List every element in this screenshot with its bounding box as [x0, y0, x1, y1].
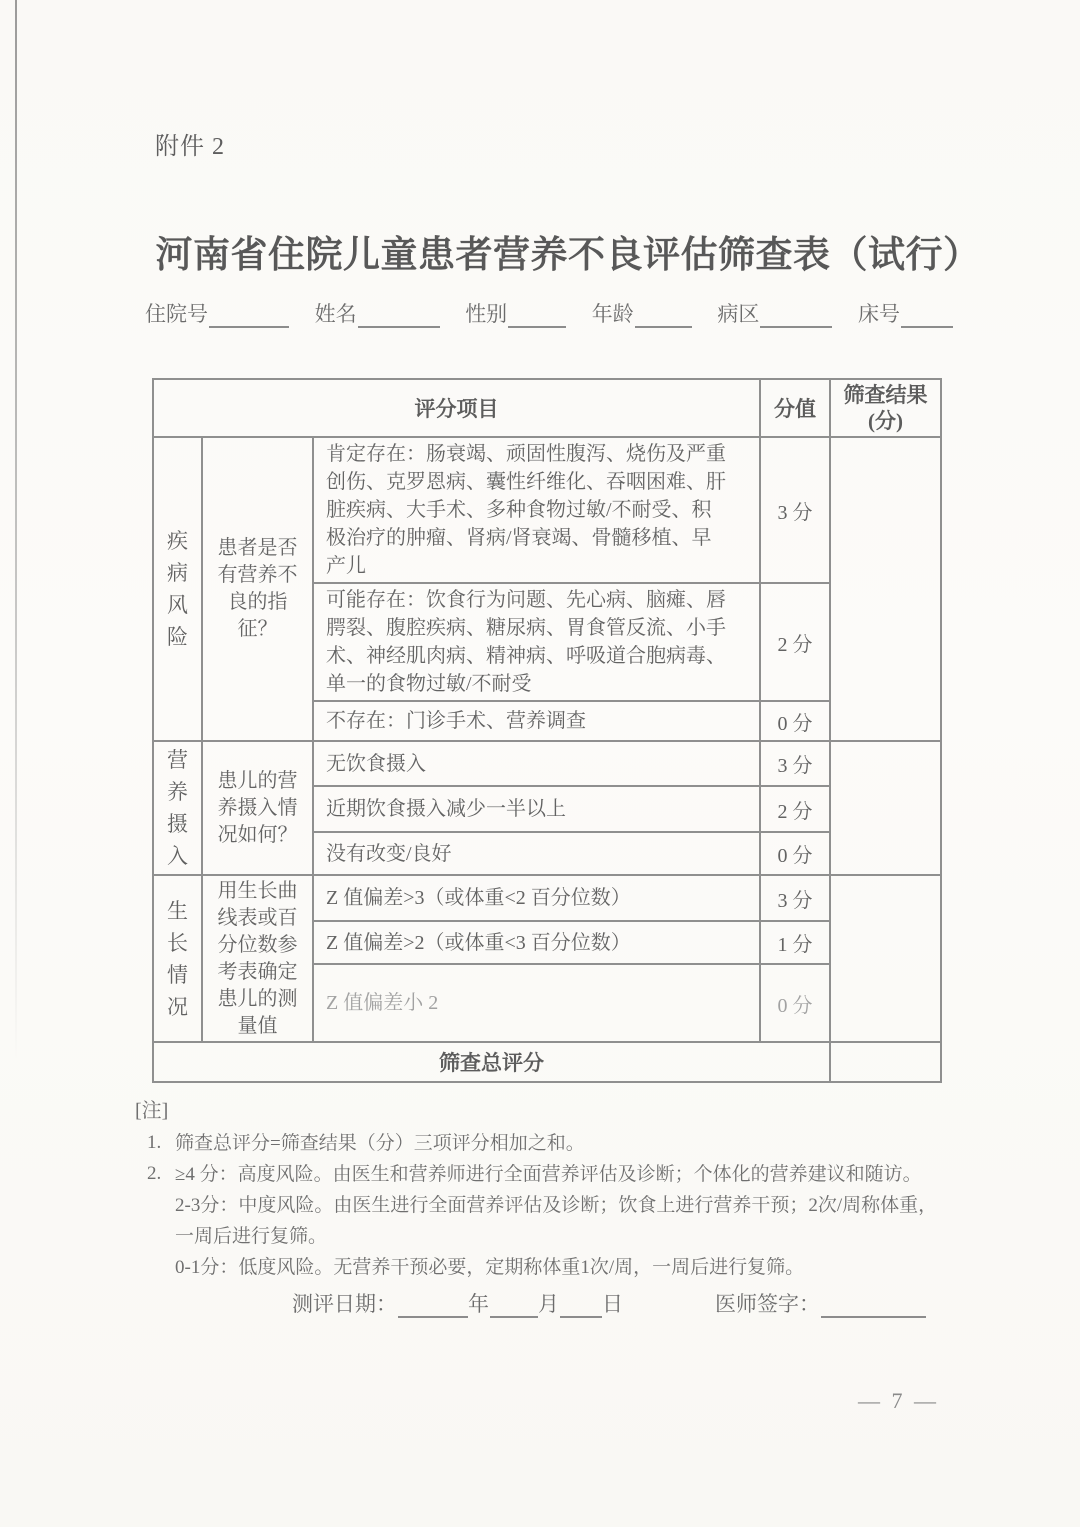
score-value: 0 分 — [760, 701, 830, 741]
total-score-row — [153, 1042, 941, 1082]
page-title: 河南省住院儿童患者营养不良评估筛查表（试行） — [155, 235, 981, 276]
question-nutrition-intake: 患儿的营养摄入情况如何？ — [202, 741, 313, 875]
score-value: 1 分 — [760, 921, 830, 964]
field-label: 床号 — [857, 302, 900, 326]
field-label: 性别 — [465, 302, 508, 326]
result-cell-total — [830, 1042, 941, 1082]
score-value: 2 分 — [760, 786, 830, 832]
note-number: 1. — [147, 1132, 162, 1153]
category-growth-status: 生长情况 — [153, 875, 202, 1042]
fill-in-blank — [358, 306, 440, 328]
note-text-medium-risk-cont: 一周后进行复筛。 — [175, 1226, 328, 1247]
attachment-label: 附件 2 — [155, 134, 225, 160]
field-label: 住院号 — [145, 302, 208, 326]
score-value: 0 分 — [760, 964, 830, 1042]
score-value: 3 分 — [760, 875, 830, 921]
table-header-row — [153, 379, 941, 437]
field-age — [592, 298, 692, 328]
header-scoring-items: 评分项目 — [153, 379, 760, 437]
screening-table — [152, 378, 942, 1083]
criteria-not-present: 不存在：门诊手术、营养调查 — [313, 701, 760, 741]
fill-in-blank — [635, 306, 692, 328]
fill-in-blank-year — [398, 1294, 468, 1318]
assessment-date-label: 测评日期： — [292, 1292, 397, 1316]
fill-in-blank — [209, 306, 289, 328]
score-value: 0 分 — [760, 832, 830, 875]
fill-in-blank — [901, 306, 953, 328]
field-gender — [465, 298, 566, 328]
physician-signature-label: 医师签字： — [715, 1292, 820, 1316]
question-disease-risk: 患者是否有营养不良的指征？ — [202, 437, 313, 741]
note-text-high-risk: ≥4 分：高度风险。由医生和营养师进行全面营养评估及诊断；个体化的营养建议和随访。 — [175, 1164, 922, 1185]
note-number: 2. — [147, 1163, 162, 1184]
total-score-label: 筛查总评分 — [153, 1042, 830, 1082]
result-cell-disease-risk — [830, 437, 941, 741]
fill-in-blank — [508, 306, 566, 328]
score-value: 3 分 — [760, 741, 830, 786]
note-text-medium-risk: 2-3分：中度风险。由医生进行全面营养评估及诊断；饮食上进行营养干预；2次/周称体重， — [175, 1195, 938, 1216]
footer-signoff — [292, 1288, 926, 1318]
field-bed-number — [858, 298, 953, 328]
category-nutrition-intake: 营养摄入 — [153, 741, 202, 875]
criteria-no-intake: 无饮食摄入 — [313, 741, 760, 786]
note-text: 筛查总评分=筛查结果（分）三项评分相加之和。 — [175, 1133, 585, 1154]
fill-in-blank-month — [490, 1294, 538, 1318]
scan-edge-artifact — [15, 0, 17, 1060]
field-name — [315, 298, 440, 328]
patient-info-fields — [145, 298, 953, 328]
result-cell-nutrition-intake — [830, 741, 941, 875]
field-admission-number — [145, 298, 289, 328]
year-label: 年 — [468, 1292, 489, 1316]
criteria-z-deviation-small: Z 值偏差小 2 — [313, 964, 760, 1042]
criteria-z-deviation-2: Z 值偏差>2（或体重<3 百分位数） — [313, 921, 760, 964]
month-label: 月 — [538, 1292, 559, 1316]
table-row — [153, 741, 941, 786]
field-label: 病区 — [717, 302, 760, 326]
criteria-definitely-present: 肯定存在：肠衰竭、顽固性腹泻、烧伤及严重创伤、克罗恩病、囊性纤维化、吞咽困难、肝脏疾病、大手术、多种食物过敏/不耐受、积极治疗的肿瘤、肾病/肾衰竭、骨髓移植、早产儿 — [313, 437, 760, 583]
header-screening-result-line2: (分) — [868, 409, 904, 433]
notes-section — [135, 1096, 975, 1283]
question-growth-status: 用生长曲线表或百分位数参考表确定患儿的测量值 — [202, 875, 313, 1042]
result-cell-growth-status — [830, 875, 941, 1042]
header-screening-result-line1: 筛查结果 — [843, 383, 928, 407]
note-item-1 — [135, 1128, 975, 1159]
day-label: 日 — [602, 1292, 623, 1316]
score-value: 2 分 — [760, 583, 830, 701]
physician-signature-group — [715, 1288, 926, 1318]
header-screening-result — [830, 379, 941, 437]
table-row — [153, 875, 941, 921]
score-value: 3 分 — [760, 437, 830, 583]
note-item-2 — [135, 1159, 975, 1283]
note-text-low-risk: 0-1分：低度风险。无营养干预必要，定期称体重1次/周，一周后进行复筛。 — [175, 1257, 805, 1278]
fill-in-blank — [760, 306, 832, 328]
page-number: — 7 — — [858, 1388, 939, 1413]
criteria-reduced-intake: 近期饮食摄入减少一半以上 — [313, 786, 760, 832]
field-label: 年龄 — [591, 302, 634, 326]
criteria-possibly-present: 可能存在：饮食行为问题、先心病、脑瘫、唇腭裂、腹腔疾病、糖尿病、胃食管反流、小手术、神经肌肉病、精神病、呼吸道合胞病毒、单一的食物过敏/不耐受 — [313, 583, 760, 701]
category-disease-risk: 疾病风险 — [153, 437, 202, 741]
fill-in-blank-day — [560, 1294, 602, 1318]
field-label: 姓名 — [314, 302, 357, 326]
criteria-no-change: 没有改变/良好 — [313, 832, 760, 875]
criteria-z-deviation-3: Z 值偏差>3（或体重<2 百分位数） — [313, 875, 760, 921]
field-ward — [717, 298, 832, 328]
notes-marker: [注] — [135, 1100, 169, 1122]
header-score-value: 分值 — [760, 379, 830, 437]
fill-in-blank-signature — [821, 1294, 926, 1318]
table-row — [153, 437, 941, 583]
